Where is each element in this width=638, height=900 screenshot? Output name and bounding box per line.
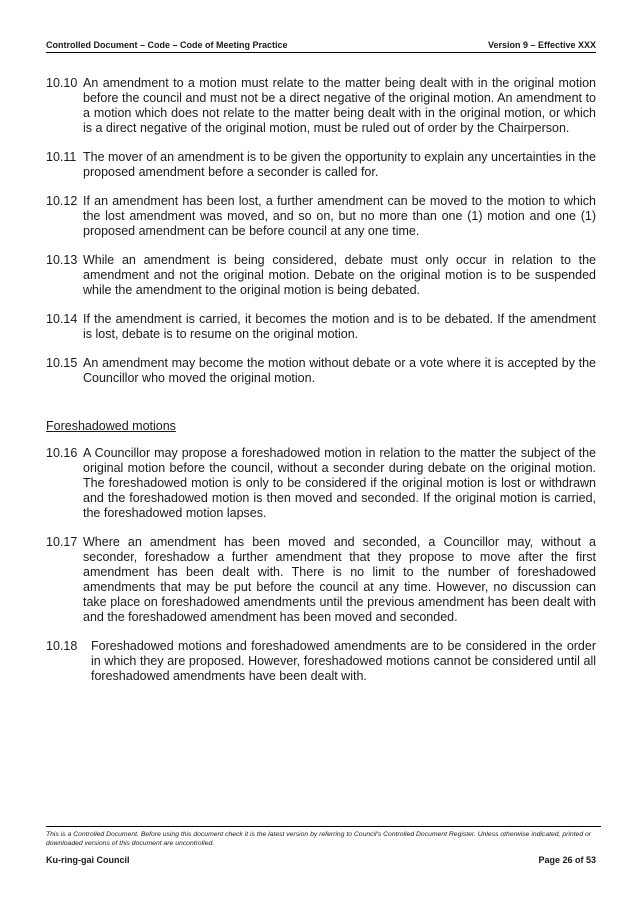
clause-text: An amendment may become the motion without debate or a vote where it is accepted by the Councillor who moved the original motion. — [83, 356, 596, 385]
clause-number: 10.17 — [46, 535, 78, 549]
header-version: Version 9 – Effective XXX — [487, 40, 596, 50]
clause-number: 10.14 — [46, 312, 78, 326]
clause-10-17 — [46, 535, 596, 625]
clause-10-10 — [46, 76, 596, 136]
clause-number: 10.11 — [46, 150, 77, 164]
clause-number: 10.12 — [46, 194, 78, 208]
footer-page-number: Page 26 of 53 — [538, 855, 596, 865]
page-header — [46, 40, 596, 53]
clause-10-18 — [46, 639, 596, 684]
clause-text: If the amendment is carried, it becomes the motion and is to be debated. If the amendment is lost, debate is to resume on the original motion. — [83, 312, 596, 341]
clause-10-13 — [46, 253, 596, 298]
clause-10-11 — [46, 150, 596, 180]
clause-10-16 — [46, 446, 596, 521]
clause-text: While an amendment is being considered, debate must only occur in relation to the amendment and not the original motion. Debate on the original motion is to be suspended while the amendment to the original motion is being debated. — [83, 253, 596, 297]
page-footer — [46, 855, 596, 865]
footer-disclaimer: This is a Controlled Document. Before using this document check it is the latest version by referring to Council's Controlled Document Register. Unless otherwise indicated, printed or downloaded versions of this document are uncontrolled. — [46, 831, 592, 847]
clause-number: 10.15 — [46, 356, 78, 370]
clause-10-12 — [46, 194, 596, 239]
footer-divider — [46, 826, 601, 827]
clause-10-15 — [46, 356, 596, 386]
clause-number: 10.10 — [46, 76, 78, 90]
clause-text: A Councillor may propose a foreshadowed motion in relation to the matter the subject of the original motion before the council, without a seconder during debate on the original motion. The foreshadowed motion is only to be considered if the original motion is lost or withdrawn and the foreshadowed motion is then moved and seconded. If the original motion is carried, the foreshadowed motion lapses. — [83, 446, 596, 520]
footer-organisation: Ku-ring-gai Council — [46, 855, 130, 865]
clause-number: 10.13 — [46, 253, 78, 267]
clause-10-14 — [46, 312, 596, 342]
clause-text: Foreshadowed motions and foreshadowed amendments are to be considered in the order in which they are proposed. However, foreshadowed motions cannot be considered until all foreshadowed amendments have been dealt with. — [91, 639, 596, 683]
clause-number: 10.16 — [46, 446, 78, 460]
clause-text: Where an amendment has been moved and seconded, a Councillor may, without a seconder, foreshadow a further amendment that they propose to move after the first amendment has been dealt with. There is no limit to the number of foreshadowed amendments that may be put before the council at any time. However, no discussion can take place on foreshadowed amendments until the previous amendment has been dealt with and the foreshadowed amendment has been moved and seconded. — [83, 535, 596, 624]
clause-text: The mover of an amendment is to be given the opportunity to explain any uncertainties in the proposed amendment before a seconder is called for. — [83, 150, 596, 179]
document-body — [46, 76, 596, 698]
section-heading: Foreshadowed motions — [46, 419, 176, 433]
clause-text: An amendment to a motion must relate to the matter being dealt with in the original motion before the council and must not be a direct negative of the original motion. An amendment to a motion which does not relate to the matter being dealt with in the original motion, or which is a direct negative of the original motion, must be ruled out of order by the Chairperson. — [83, 76, 596, 135]
header-document-title: Controlled Document – Code – Code of Meeting Practice — [46, 40, 288, 50]
clause-number: 10.18 — [46, 639, 78, 653]
clause-text: If an amendment has been lost, a further amendment can be moved to the motion to which the lost amendment was moved, and so on, but no more than one (1) motion and one (1) proposed amendment can be before council at any one time. — [83, 194, 596, 238]
